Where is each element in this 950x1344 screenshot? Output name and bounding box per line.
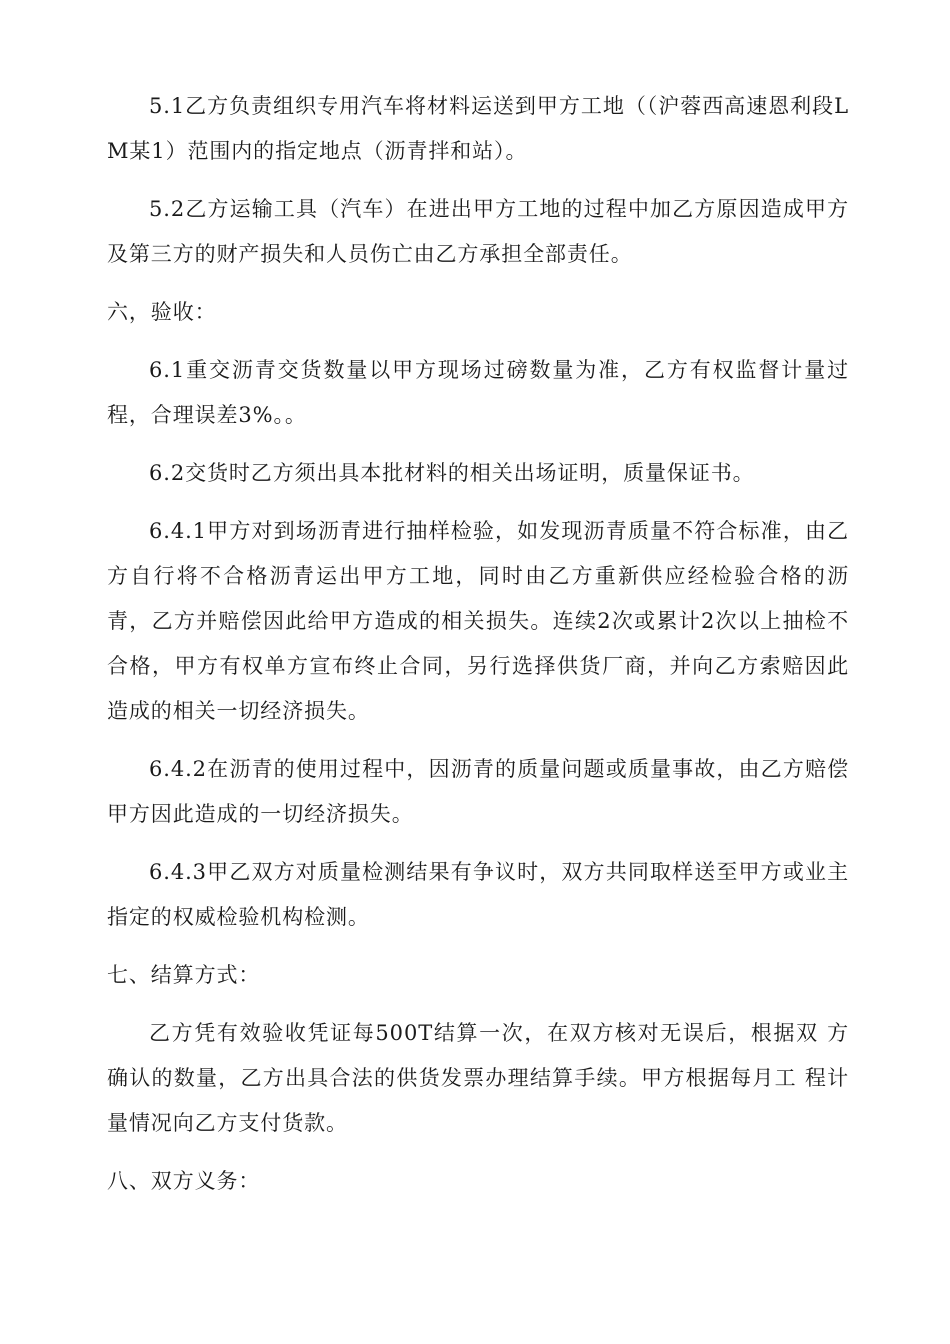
section-heading-settlement: 七、结算方式： xyxy=(107,963,261,987)
section-heading-acceptance: 六，验收： xyxy=(107,300,217,324)
clause-6-4-3: 6.4.3甲乙双方对质量检测结果有争议时，双方共同取样送至甲方或业主指定的权威检验机构检测。 xyxy=(107,860,849,929)
clause-5-1: 5.1乙方负责组织专用汽车将材料运送到甲方工地（（沪蓉西高速恩利段LM某1）范围内的指定地点（沥青拌和站）。 xyxy=(107,94,849,163)
section-heading-obligations: 八、双方义务： xyxy=(107,1169,261,1193)
clause-6-4-1: 6.4.1甲方对到场沥青进行抽样检验，如发现沥青质量不符合标准，由乙方自行将不合格沥青运出甲方工地，同时由乙方重新供应经检验合格的沥青，乙方并赔偿因此给甲方造成的相关损失。连续2次或累计2次以上抽检不合格，甲方有权单方宣布终止合同，另行选择供货厂商，并向乙方索赔因此造成的相关一切经济损失。 xyxy=(107,519,849,723)
document-body xyxy=(107,84,849,1217)
clause-6-1: 6.1重交沥青交货数量以甲方现场过磅数量为准，乙方有权监督计量过程，合理误差3%。。 xyxy=(107,358,849,427)
clause-6-2: 6.2交货时乙方须出具本批材料的相关出场证明，质量保证书。 xyxy=(149,461,755,485)
clause-5-2: 5.2乙方运输工具（汽车）在进出甲方工地的过程中加乙方原因造成甲方及第三方的财产损失和人员伤亡由乙方承担全部责任。 xyxy=(107,197,849,266)
clause-7-settlement: 乙方凭有效验收凭证每500T结算一次，在双方核对无误后，根据双 方确认的数量，乙方出具合法的供货发票办理结算手续。甲方根据每月工 程计量情况向乙方支付货款。 xyxy=(107,1021,849,1135)
clause-6-4-2: 6.4.2在沥青的使用过程中，因沥青的质量问题或质量事故，由乙方赔偿甲方因此造成的一切经济损失。 xyxy=(107,757,849,826)
